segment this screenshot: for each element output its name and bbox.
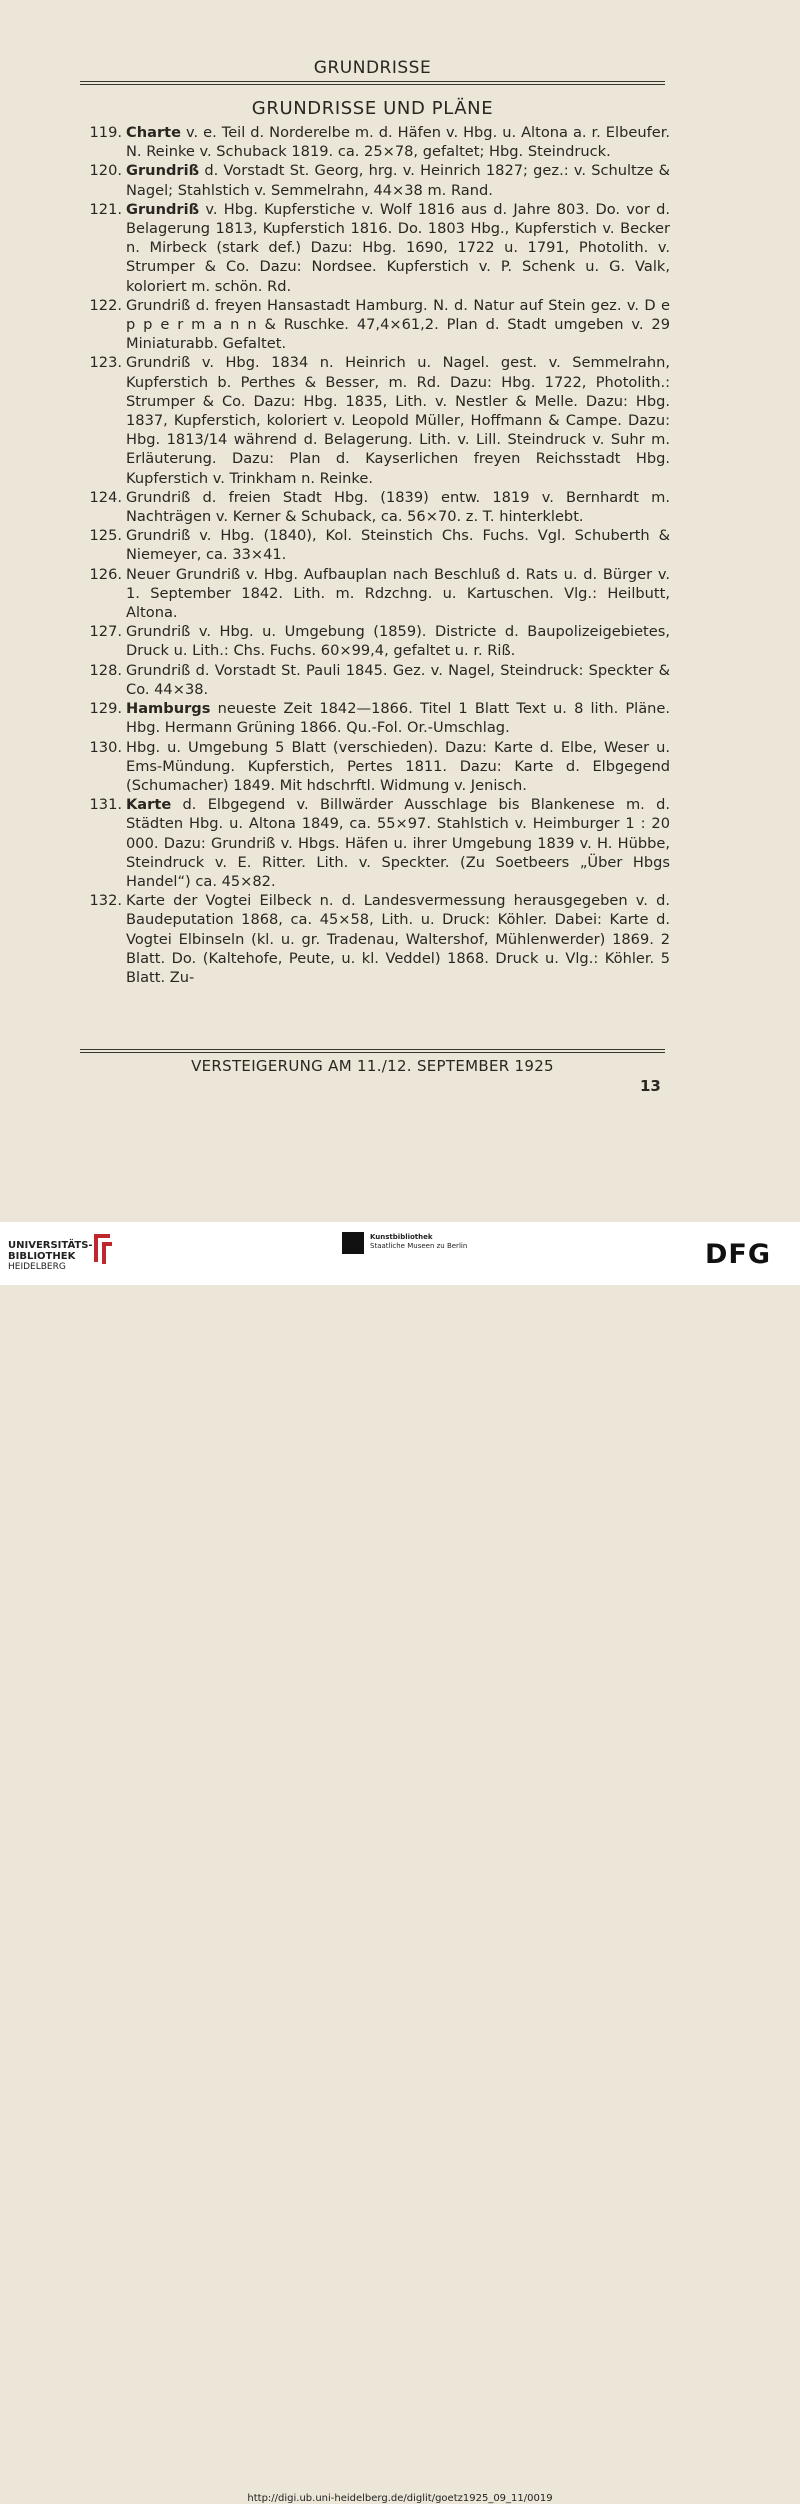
- entry-text: [126, 699, 670, 737]
- entry-body: Grundriß d. freyen Hansastadt Hamburg. N. d. Natur auf Stein gez. v. D e p p e r m a n n & Ruschke. 47,4×61,2. Plan d. Stadt umgeben v. 29 Miniaturabb. Gefaltet.: [126, 296, 670, 353]
- entry-number: 132.: [89, 892, 122, 910]
- catalog-entry: [80, 661, 670, 699]
- entry-body: d. Vorstadt St. Georg, hrg. v. Heinrich 1827; gez.: v. Schultze & Nagel; Stahlstich v. Semmelrahn, 44×38 m. Rand.: [126, 162, 670, 199]
- catalog-entry: [80, 200, 670, 296]
- entry-text: [126, 488, 670, 526]
- auction-date-line: VERSTEIGERUNG AM 11./12. SEPTEMBER 1925: [191, 1057, 554, 1075]
- entry-number: 128.: [89, 661, 122, 679]
- entry-text: [126, 353, 670, 487]
- catalog-entry: [80, 161, 670, 199]
- entry-body: v. e. Teil d. Norderelbe m. d. Häfen v. Hbg. u. Altona a. r. Elbeufer. N. Reinke v. Schuback 1819. ca. 25×78, gefaltet; Hbg. Steindruck.: [126, 124, 670, 161]
- entry-body: d. Elbgegend v. Billwärder Ausschlage bis Blankenese m. d. Städten Hbg. u. Altona 1849, ca. 55×97. Stahlstich v. Heimburger 1 : 20 000. Dazu: Grundriß v. Hbgs. Häfen u. ihrer Umgebung 1839 v. H. Hübbe, Steindruck v. E. Ritter. Lith. v. Speckter. (Zu Soetbeers „Über Hbgs Handel“) ca. 45×82.: [126, 796, 670, 890]
- dfg-logo[interactable]: DFG: [705, 1239, 772, 1270]
- digitization-footer-bar: [0, 1222, 800, 2504]
- running-head: GRUNDRISSE: [313, 58, 432, 78]
- entry-number: 131.: [89, 796, 122, 814]
- catalog-entry: [80, 565, 670, 623]
- section-title: GRUNDRISSE UND PLÄNE: [251, 98, 494, 119]
- entry-number: 126.: [89, 565, 122, 583]
- kb-line1: Kunstbibliothek: [370, 1233, 433, 1241]
- catalog-entry: [80, 738, 670, 796]
- ub-logo-line1: UNIVERSITÄTS-: [8, 1240, 93, 1251]
- entry-number: 123.: [89, 354, 122, 372]
- catalog-entry: [80, 891, 670, 987]
- catalog-entry: [80, 488, 670, 526]
- catalog-entries: [80, 123, 670, 987]
- catalog-entry: [80, 296, 670, 354]
- entry-text: [126, 565, 670, 623]
- entry-text: [126, 200, 670, 296]
- header-rule-bottom: [80, 84, 665, 85]
- entry-number: 124.: [89, 488, 122, 506]
- entry-lead-word: Grundriß: [126, 200, 200, 218]
- ub-heidelberg-mark-icon: [90, 1232, 114, 1266]
- header-rule-top: [80, 81, 665, 82]
- catalog-entry: [80, 795, 670, 891]
- entry-body: neueste Zeit 1842—1866. Titel 1 Blatt Text u. 8 lith. Pläne. Hbg. Hermann Grüning 1866. Qu.-Fol. Or.-Umschlag.: [126, 700, 670, 737]
- entry-text: [126, 123, 670, 161]
- source-url[interactable]: http://digi.ub.uni-heidelberg.de/diglit/goetz1925_09_11/0019: [247, 2493, 553, 2504]
- entry-number: 127.: [89, 623, 122, 641]
- entry-number: 125.: [89, 527, 122, 545]
- ub-heidelberg-logo[interactable]: [8, 1240, 93, 1273]
- kb-line2: Staatliche Museen zu Berlin: [370, 1242, 468, 1250]
- entry-text: [126, 161, 670, 199]
- ub-logo-line2: BIBLIOTHEK: [8, 1251, 76, 1262]
- kunstbibliothek-logo[interactable]: [342, 1232, 472, 1262]
- entry-number: 120.: [89, 162, 122, 180]
- entry-lead-word: Hamburgs: [126, 700, 211, 718]
- entry-text: [126, 296, 670, 354]
- entry-body: Hbg. u. Umgebung 5 Blatt (verschieden). Dazu: Karte d. Elbe, Weser u. Ems-Mündung. Kupferstich, Pertes 1811. Dazu: Karte d. Elbgegend (Schumacher) 1849. Mit hdschrftl. Widmung v. Jenisch.: [126, 738, 670, 794]
- entry-body: Grundriß v. Hbg. 1834 n. Heinrich u. Nagel. gest. v. Semmelrahn, Kupferstich b. Perthes & Besser, m. Rd. Dazu: Hbg. 1722, Photolith.: Strumper & Co. Dazu: Hbg. 1835, Lith. v. Nestler & Melle. Dazu: Hbg. 1837, Kupferstich, koloriert v. Leopold Müller, Hoffmann & Campe. Dazu: Hbg. 1813/14 während d. Belagerung. Lith. v. Lill. Steindruck v. Suhr m. Erläuterung. Dazu: Plan d. Kayserlichen freyen Reichsstadt Hbg. Kupferstich v. Trinkham n. Reinke.: [126, 354, 670, 487]
- entry-body: Neuer Grundriß v. Hbg. Aufbauplan nach Beschluß d. Rats u. d. Bürger v. 1. September 1842. Lith. m. Rdzchng. u. Kartuschen. Vlg.: Heilbutt, Altona.: [126, 565, 670, 622]
- catalog-entry: [80, 353, 670, 487]
- entry-text: [126, 622, 670, 660]
- entry-body: Grundriß v. Hbg. (1840), Kol. Steinstich Chs. Fuchs. Vgl. Schuberth & Niemeyer, ca. 33×41.: [126, 527, 670, 564]
- footer-rule-bottom: [80, 1052, 665, 1053]
- entry-number: 130.: [89, 738, 122, 756]
- entry-body: Grundriß v. Hbg. u. Umgebung (1859). Districte d. Baupolizeigebietes, Druck u. Lith.: Chs. Fuchs. 60×99,4, gefaltet u. r. Riß.: [126, 623, 670, 660]
- entry-lead-word: Karte: [126, 796, 172, 814]
- entry-body: v. Hbg. Kupferstiche v. Wolf 1816 aus d. Jahre 803. Do. vor d. Belagerung 1813, Kupferstich 1816. Do. 1803 Hbg., Kupferstich v. Becker n. Mirbeck (stark def.) Dazu: Hbg. 1690, 1722 u. 1791, Photolith. v. Strumper & Co. Dazu: Nordsee. Kupferstich v. P. Schenk u. G. Valk, koloriert m. schön. Rd.: [126, 200, 670, 295]
- footer-rule-top: [80, 1049, 665, 1050]
- entry-text: [126, 795, 670, 891]
- page-number: 13: [640, 1077, 661, 1095]
- entry-text: [126, 526, 670, 564]
- entry-text: [126, 661, 670, 699]
- kunstbibliothek-mark-icon: [342, 1232, 364, 1254]
- scanned-page: [0, 0, 800, 1222]
- entry-text: [126, 891, 670, 987]
- catalog-entry: [80, 123, 670, 161]
- entry-number: 121.: [89, 200, 122, 218]
- catalog-entry: [80, 526, 670, 564]
- entry-text: [126, 738, 670, 796]
- entry-body: Karte der Vogtei Eilbeck n. d. Landesvermessung herausgegeben v. d. Baudeputation 1868, ca. 45×58, Lith. u. Druck: Köhler. Dabei: Karte d. Vogtei Elbinseln (kl. u. gr. Tradenau, Waltershof, Mühlenwerder) 1869. 2 Blatt. Do. (Kaltehofe, Peute, u. kl. Veddel) 1868. Druck u. Vlg.: Köhler. 5 Blatt. Zu-: [126, 892, 670, 986]
- entry-number: 129.: [89, 700, 122, 718]
- ub-logo-line3: HEIDELBERG: [8, 1262, 66, 1272]
- entry-lead-word: Charte: [126, 124, 182, 141]
- catalog-entry: [80, 699, 670, 737]
- entry-body: Grundriß d. freien Stadt Hbg. (1839) entw. 1819 v. Bernhardt m. Nachträgen v. Kerner & Schuback, ca. 56×70. z. T. hinterklebt.: [126, 488, 670, 526]
- entry-number: 122.: [89, 296, 122, 314]
- entry-body: Grundriß d. Vorstadt St. Pauli 1845. Gez. v. Nagel, Steindruck: Speckter & Co. 44×38.: [126, 661, 670, 698]
- catalog-entry: [80, 622, 670, 660]
- entry-number: 119.: [89, 124, 122, 141]
- entry-lead-word: Grundriß: [126, 162, 200, 180]
